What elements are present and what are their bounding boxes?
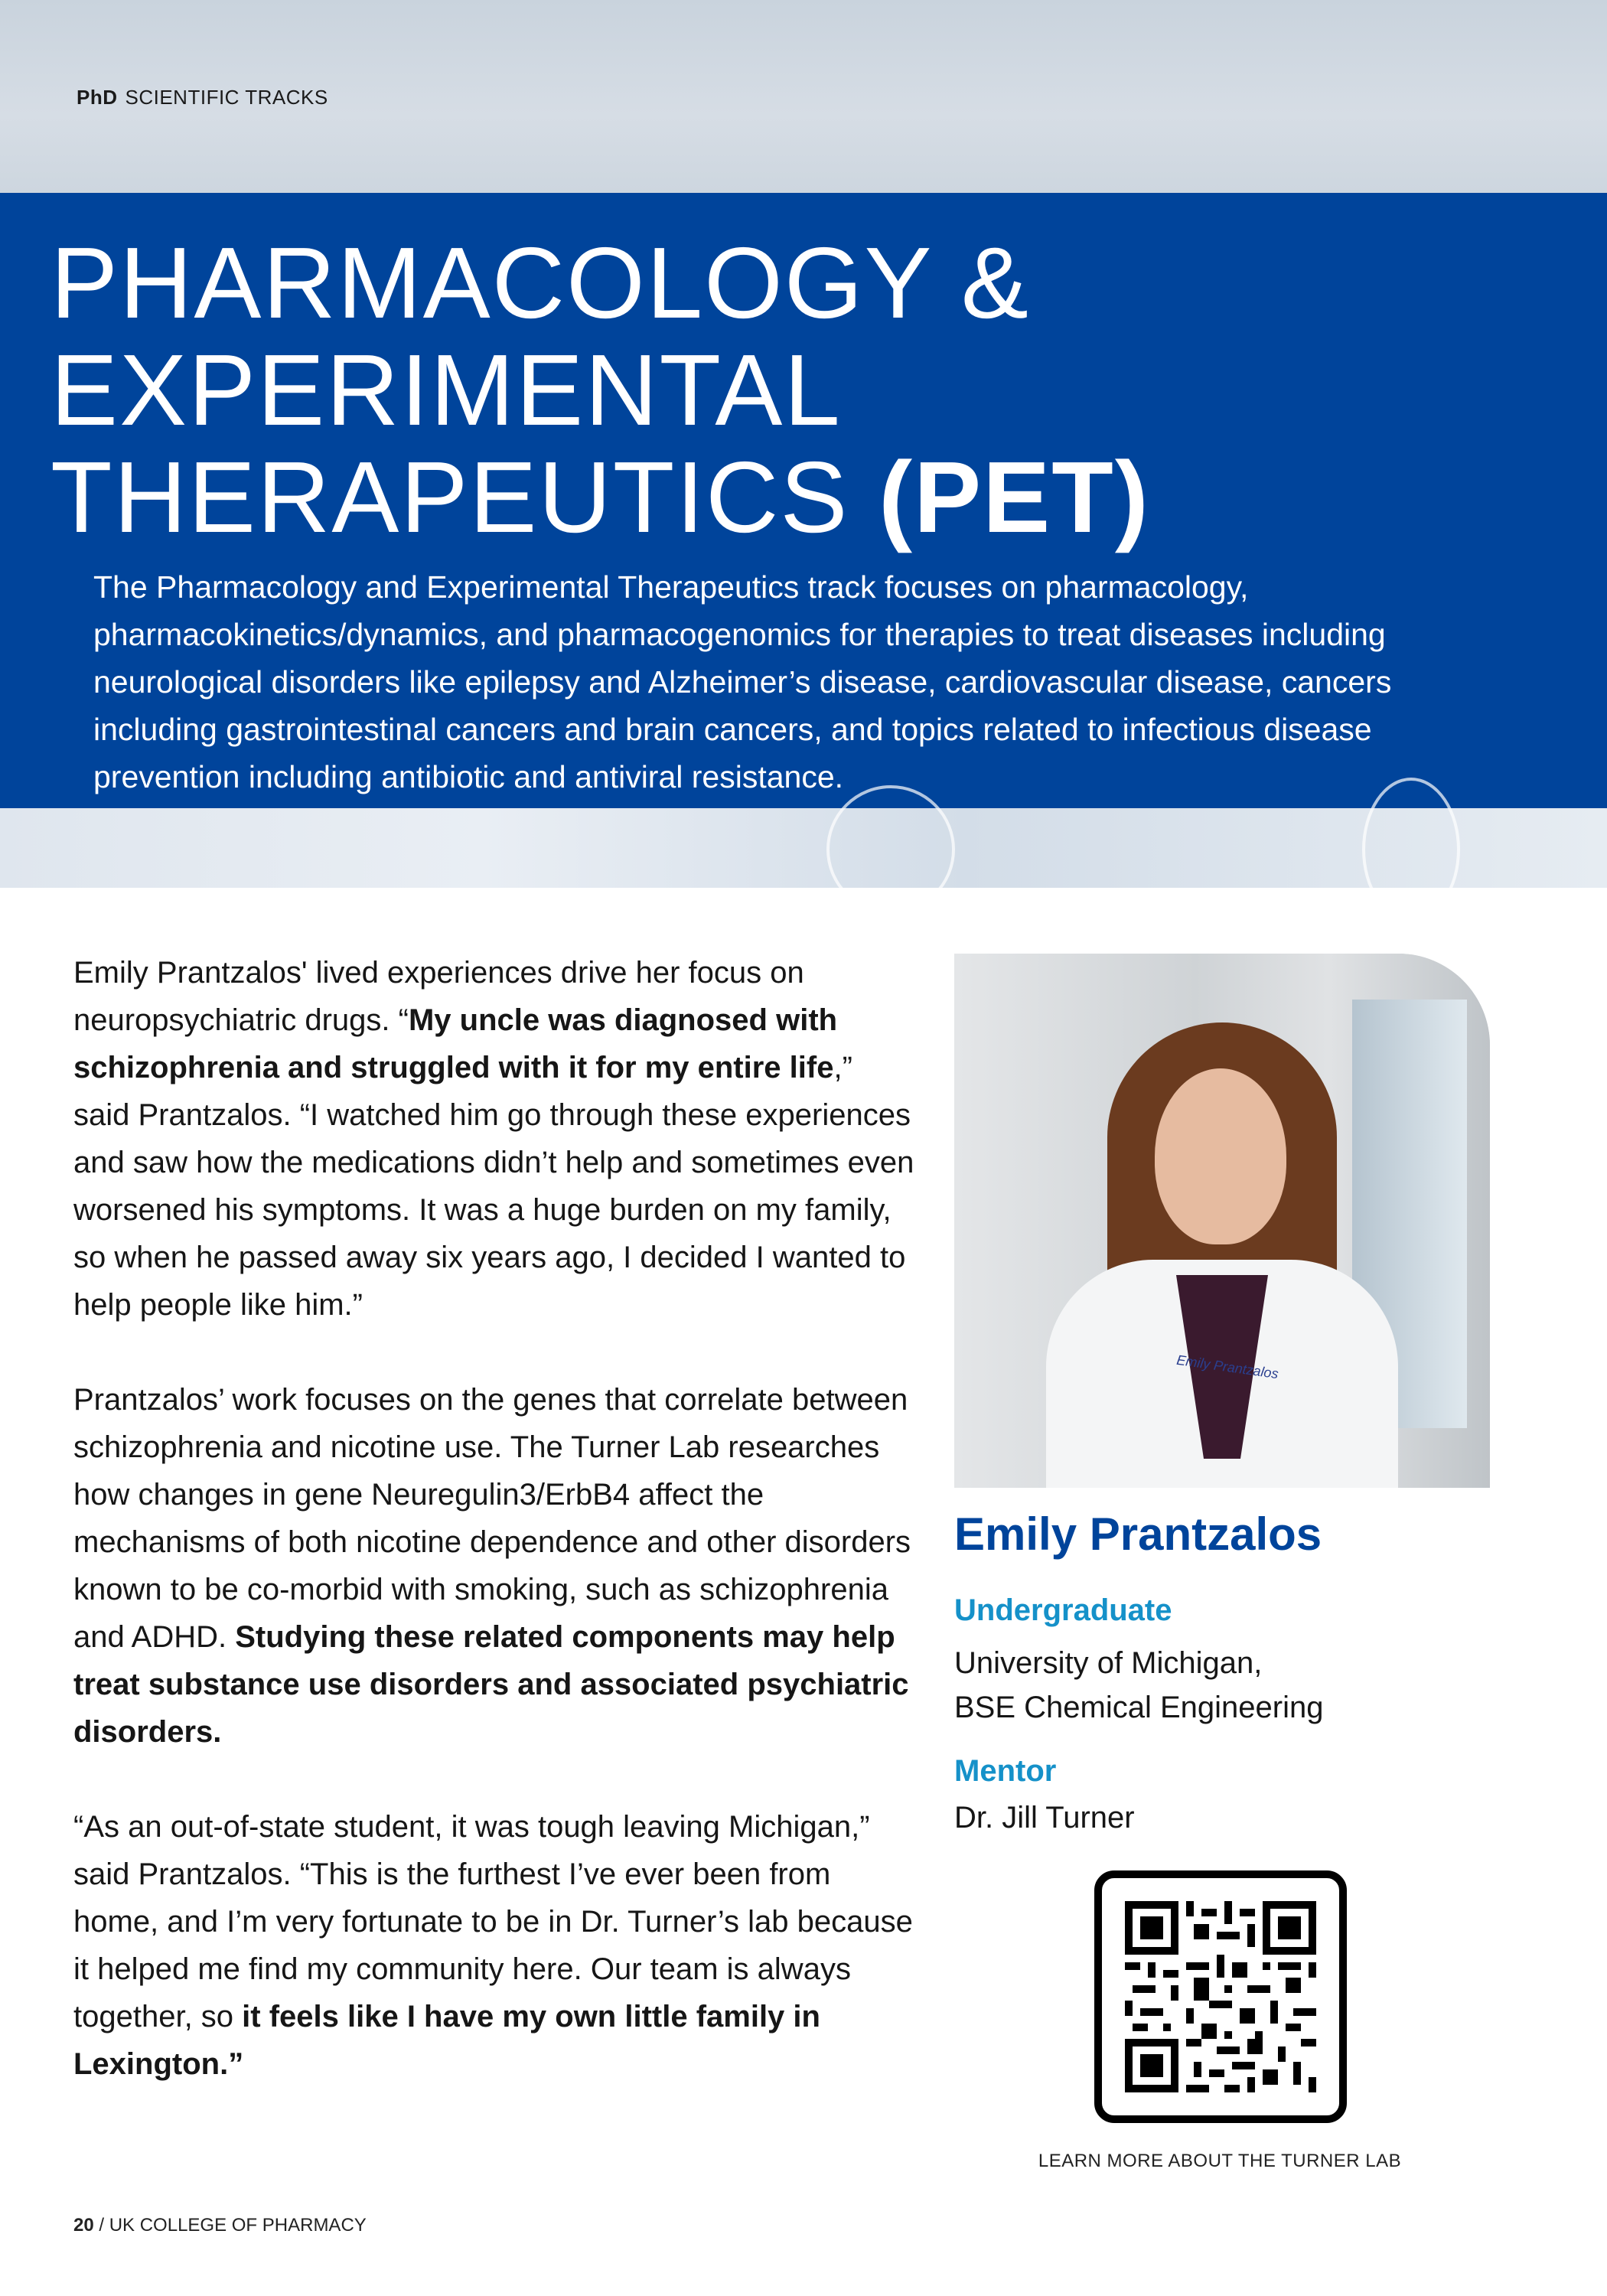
title-line-1: PHARMACOLOGY &: [51, 227, 1030, 339]
student-name: Emily Prantzalos: [954, 1508, 1322, 1560]
kicker-section: SCIENTIFIC TRACKS: [125, 86, 328, 109]
publication-name: / UK COLLEGE OF PHARMACY: [99, 2215, 367, 2236]
p2-text-a: Prantzalos’ work focuses on the genes that correlate between schizophrenia and nicotine use. The Turner Lab researches how changes in gene Neuregulin3/ErbB4 affect the mechanisms of both nicotine dependence and other disorders known to be co-morbid with smoking, such as schizophrenia and ADHD.: [73, 1383, 911, 1654]
portrait-photo: [954, 954, 1490, 1488]
title-abbreviation: (PET): [878, 441, 1150, 553]
article-paragraph-3: [73, 1803, 915, 2088]
p1-text-a: Emily Prantzalos' lived experiences drive her focus on neuropsychiatric drugs. “: [73, 956, 804, 1037]
title-line-3: THERAPEUTICS: [51, 441, 849, 553]
kicker-degree: PhD: [77, 86, 118, 109]
page-title: [51, 227, 1275, 553]
article-body: [73, 949, 915, 2135]
undergraduate-school: University of Michigan,: [954, 1646, 1263, 1680]
mentor-name: Dr. Jill Turner: [954, 1801, 1135, 1835]
p1-quote-bold: My uncle was diagnosed with schizophrenia and struggled with it for my entire life: [73, 1003, 838, 1084]
p2-highlight-bold: Studying these related components may help treat substance use disorders and associated psychiatric disorders.: [73, 1620, 909, 1749]
undergraduate-label: Undergraduate: [954, 1593, 1172, 1627]
p3-text-a: “As an out-of-state student, it was tough leaving Michigan,” said Prantzalos. “This is the furthest I’ve ever been from home, and I’m very fortunate to be in Dr. Turner’s lab because it helped me find my community here. Our team is always together, so: [73, 1810, 913, 2033]
qr-code-icon[interactable]: [1094, 1870, 1347, 2123]
undergraduate-degree: BSE Chemical Engineering: [954, 1691, 1324, 1724]
title-line-2: EXPERIMENTAL: [51, 334, 842, 446]
page-number: 20: [73, 2215, 94, 2236]
coat-embroidery: Emily Prantzalos: [1175, 1352, 1279, 1382]
page-footer: [73, 2215, 367, 2236]
article-paragraph-1: [73, 949, 915, 1329]
section-kicker: [77, 86, 328, 109]
p1-text-c: ,” said Prantzalos. “I watched him go through these experiences and saw how the medications didn’t help and sometimes even worsened his symptoms. It was a huge burden on my family, so when he passed away six years ago, I decided I wanted to help people like him.”: [73, 1051, 914, 1322]
mentor-label: Mentor: [954, 1754, 1057, 1788]
qr-pattern: [1125, 1901, 1316, 2092]
lab-glassware-strip: [0, 808, 1607, 888]
p3-quote-bold: it feels like I have my own little family in Lexington.”: [73, 2000, 820, 2081]
qr-caption: LEARN MORE ABOUT THE TURNER LAB: [1038, 2151, 1402, 2171]
track-description: The Pharmacology and Experimental Therapeutics track focuses on pharmacology, pharmacokinetics/dynamics, and pharmacogenomics for therapies to treat diseases including neurological disorders like epilepsy and Alzheimer’s disease, cardiovascular disease, cancers including gastrointestinal cancers and brain cancers, and topics related to infectious disease prevention including antibiotic and antiviral resistance.: [93, 569, 1392, 794]
article-paragraph-2: [73, 1376, 915, 1756]
